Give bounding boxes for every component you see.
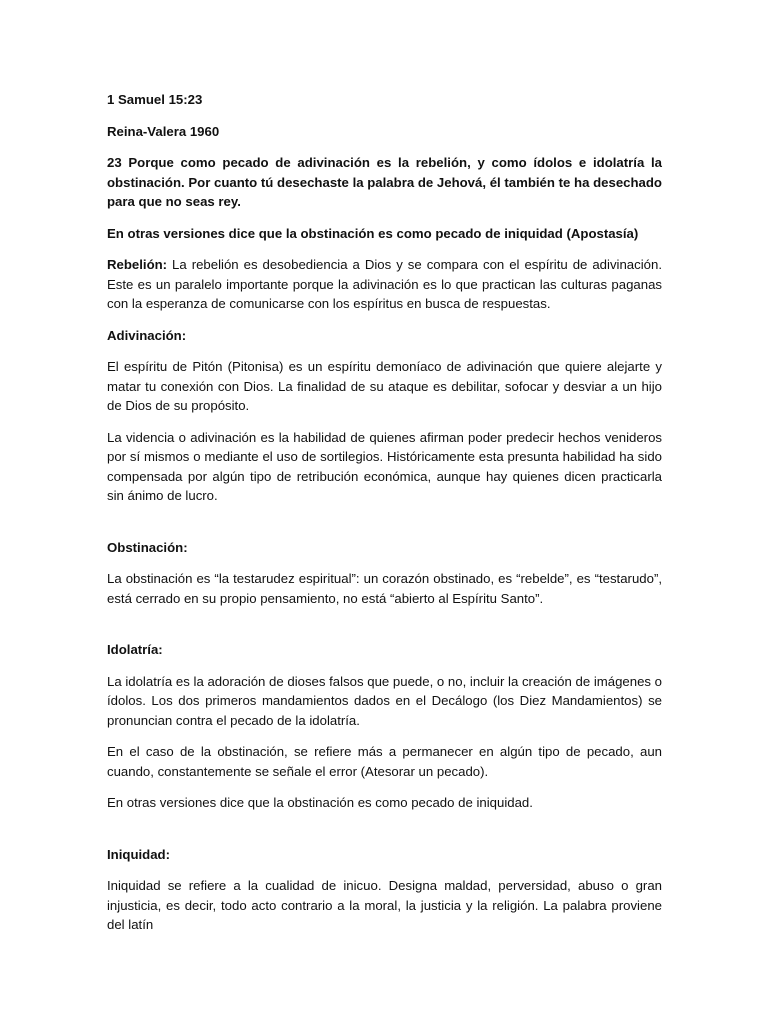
- other-versions-note: En otras versiones dice que la obstinación es como pecado de iniquidad (Apostasía): [107, 225, 639, 241]
- obstinacion-heading: Obstinación:: [107, 539, 188, 555]
- adivinacion-paragraph-1: El espíritu de Pitón (Pitonisa) es un espíritu demoníaco de adivinación que quiere alejarte y matar tu conexión con Dios. La finalidad de su ataque es debilitar, sofocar y desviar a un hijo de Dios de su propósito.: [107, 359, 662, 413]
- rebelion-paragraph: [107, 255, 662, 314]
- adivinacion-heading: Adivinación:: [107, 327, 187, 343]
- iniquidad-paragraph-1: Iniquidad se refiere a la cualidad de inicuo. Designa maldad, perversidad, abuso o gran injusticia, es decir, todo acto contrario a la moral, la justicia y la religión. La palabra proviene del latín: [107, 878, 662, 932]
- section-spacer: [107, 825, 662, 845]
- section-spacer: [107, 518, 662, 538]
- verse-text: 23 Porque como pecado de adivinación es la rebelión, y como ídolos e idolatría la obstinación. Por cuanto tú desechaste la palabra de Jehová, él también te ha desechado para que no seas rey.: [107, 155, 662, 209]
- rebelion-text: La rebelión es desobediencia a Dios y se compara con el espíritu de adivinación. Este es un paralelo importante porque la adivinación es lo que practican las culturas paganas con la esperanza de comunicarse con los espíritus en busca de respuestas.: [107, 257, 662, 311]
- scripture-reference: 1 Samuel 15:23: [107, 92, 203, 107]
- section-spacer: [107, 620, 662, 640]
- bible-version: Reina-Valera 1960: [107, 123, 220, 139]
- obstinacion-paragraph-1: La obstinación es “la testarudez espiritual”: un corazón obstinado, es “rebelde”, es “testarudo”, está cerrado en su propio pensamiento, no está “abierto al Espíritu Santo”.: [107, 571, 662, 606]
- idolatria-paragraph-3: En otras versiones dice que la obstinación es como pecado de iniquidad.: [107, 795, 533, 810]
- idolatria-paragraph-1: La idolatría es la adoración de dioses falsos que puede, o no, incluir la creación de imágenes o ídolos. Los dos primeros mandamientos dados en el Decálogo (los Diez Mandamientos) se pronuncian contra el pecado de la idolatría.: [107, 673, 662, 728]
- idolatria-heading: Idolatría:: [107, 642, 163, 657]
- idolatria-paragraph-2: En el caso de la obstinación, se refiere más a permanecer en algún tipo de pecado, aun cuando, constantemente se señale el error (Atesorar un pecado).: [107, 744, 662, 779]
- adivinacion-paragraph-2: La videncia o adivinación es la habilidad de quienes afirman poder predecir hechos venideros por sí mismos o mediante el uso de sortilegios. Históricamente esta presunta habilidad ha sido compensada por algún tipo de retribución económica, aunque hay quienes dicen practicarla sin ánimo de lucro.: [107, 429, 662, 503]
- iniquidad-heading: Iniquidad:: [107, 846, 170, 862]
- rebelion-label: Rebelión:: [107, 257, 168, 272]
